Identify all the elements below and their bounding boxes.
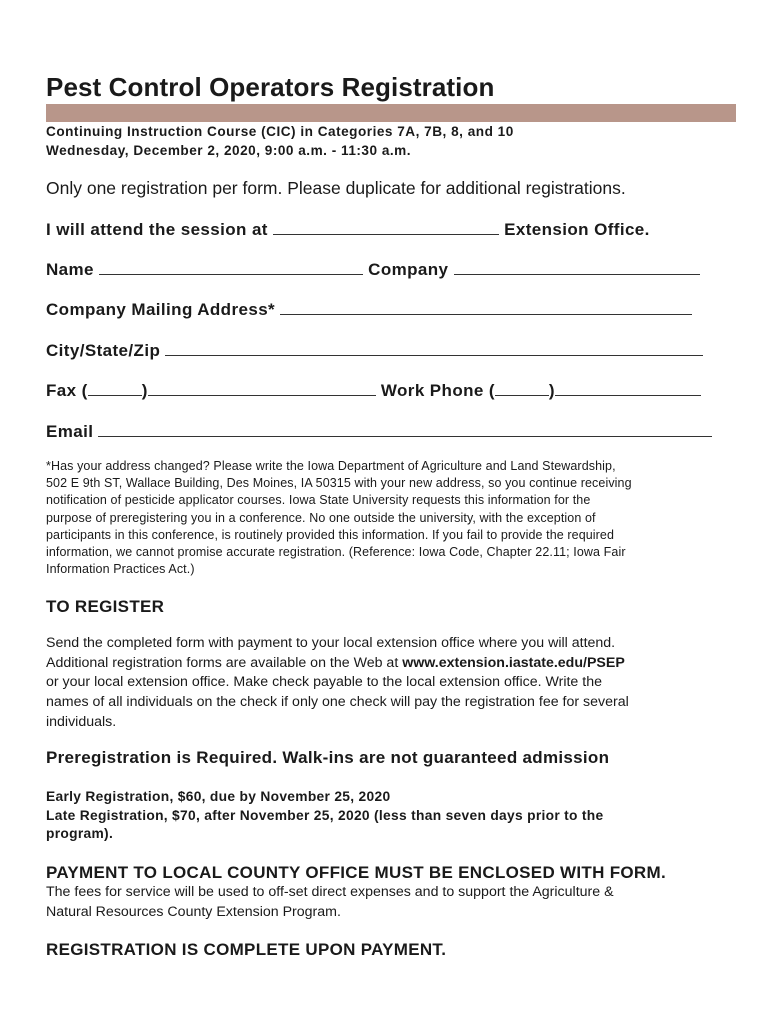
note-line: information, we cannot promise accurate registration. (Reference: Iowa Code, Chapter 22.11; Iowa Fair [46, 545, 626, 560]
city-row [46, 341, 703, 361]
note-line: *Has your address changed? Please write the Iowa Department of Agriculture and Land Stewardship, [46, 459, 616, 473]
company-field[interactable] [454, 260, 700, 275]
register-line: or your local extension office. Make check payable to the local extension office. Write the [46, 674, 602, 691]
register-line: individuals. [46, 713, 117, 730]
register-line: names of all individuals on the check if only one check will pay the registration fee for several [46, 694, 629, 711]
work-phone-label: Work Phone ( [380, 381, 495, 400]
note-line: notification of pesticide applicator courses. Iowa State University requests this information for the [46, 493, 591, 508]
page-title: Pest Control Operators Registration [46, 72, 495, 102]
email-field[interactable] [98, 422, 712, 437]
attend-office-field[interactable] [273, 220, 499, 235]
to-register-text [46, 634, 629, 733]
payment-line: Natural Resources County Extension Program. [46, 903, 341, 920]
note-line: participants in this conference, is routinely provided this information. If you fail to provide the required [46, 527, 615, 542]
attend-label: I will attend the session at [46, 220, 268, 239]
to-register-heading: TO REGISTER [46, 597, 165, 616]
attend-row [46, 220, 650, 240]
late-registration-fee-cont: program). [46, 826, 114, 841]
note-line: Information Practices Act.) [46, 562, 195, 577]
attend-suffix: Extension Office. [504, 220, 650, 239]
name-field[interactable] [99, 260, 363, 275]
address-change-note [46, 458, 736, 578]
course-line: Continuing Instruction Course (CIC) in Categories 7A, 7B, 8, and 10 [46, 124, 514, 139]
intro-text: Only one registration per form. Please duplicate for additional registrations. [46, 178, 626, 198]
phone-row [46, 381, 701, 401]
title-accent-bar [46, 104, 736, 122]
work-phone-number-field[interactable] [555, 381, 701, 396]
payment-heading: PAYMENT TO LOCAL COUNTY OFFICE MUST BE ENCLOSED WITH FORM. [46, 863, 666, 882]
note-line: purpose of preregistering you in a conference. No one outside the university, with the exception of [46, 510, 596, 525]
fax-label: Fax ( [46, 381, 88, 400]
preregistration-heading: Preregistration is Required. Walk-ins are not guaranteed admission [46, 748, 610, 767]
email-row [46, 422, 712, 442]
work-phone-paren: ) [548, 381, 555, 400]
city-state-zip-field[interactable] [165, 341, 703, 356]
date-line: Wednesday, December 2, 2020, 9:00 a.m. - 11:30 a.m. [46, 143, 412, 158]
note-line: 502 E 9th ST, Wallace Building, Des Moines, IA 50315 with your new address, so you continue receiving [46, 476, 632, 491]
fax-number-field[interactable] [148, 381, 376, 396]
mailing-address-field[interactable] [280, 300, 692, 315]
name-company-row [46, 260, 700, 280]
early-registration-fee: Early Registration, $60, due by November 25, 2020 [46, 789, 391, 804]
fees-block [46, 788, 604, 844]
payment-line: The fees for service will be used to off-set direct expenses and to support the Agriculture & [46, 884, 614, 900]
mailing-address-label: Company Mailing Address* [46, 300, 276, 319]
payment-text [46, 883, 614, 922]
fax-paren: ) [141, 381, 148, 400]
fax-area-code-field[interactable] [88, 381, 142, 396]
email-label: Email [46, 422, 94, 441]
address-row [46, 300, 692, 320]
psep-website-link[interactable]: www.extension.iastate.edu/PSEP [402, 654, 625, 671]
name-label: Name [46, 260, 94, 279]
work-phone-area-code-field[interactable] [495, 381, 549, 396]
register-line: Send the completed form with payment to your local extension office where you will attend. [46, 635, 616, 651]
register-line-text: Additional registration forms are available on the Web at [46, 654, 403, 671]
registration-complete-notice: REGISTRATION IS COMPLETE UPON PAYMENT. [46, 940, 447, 959]
late-registration-fee: Late Registration, $70, after November 25, 2020 (less than seven days prior to the [46, 807, 604, 823]
city-state-zip-label: City/State/Zip [46, 341, 161, 360]
company-label: Company [368, 260, 449, 279]
register-line-web [46, 654, 629, 674]
